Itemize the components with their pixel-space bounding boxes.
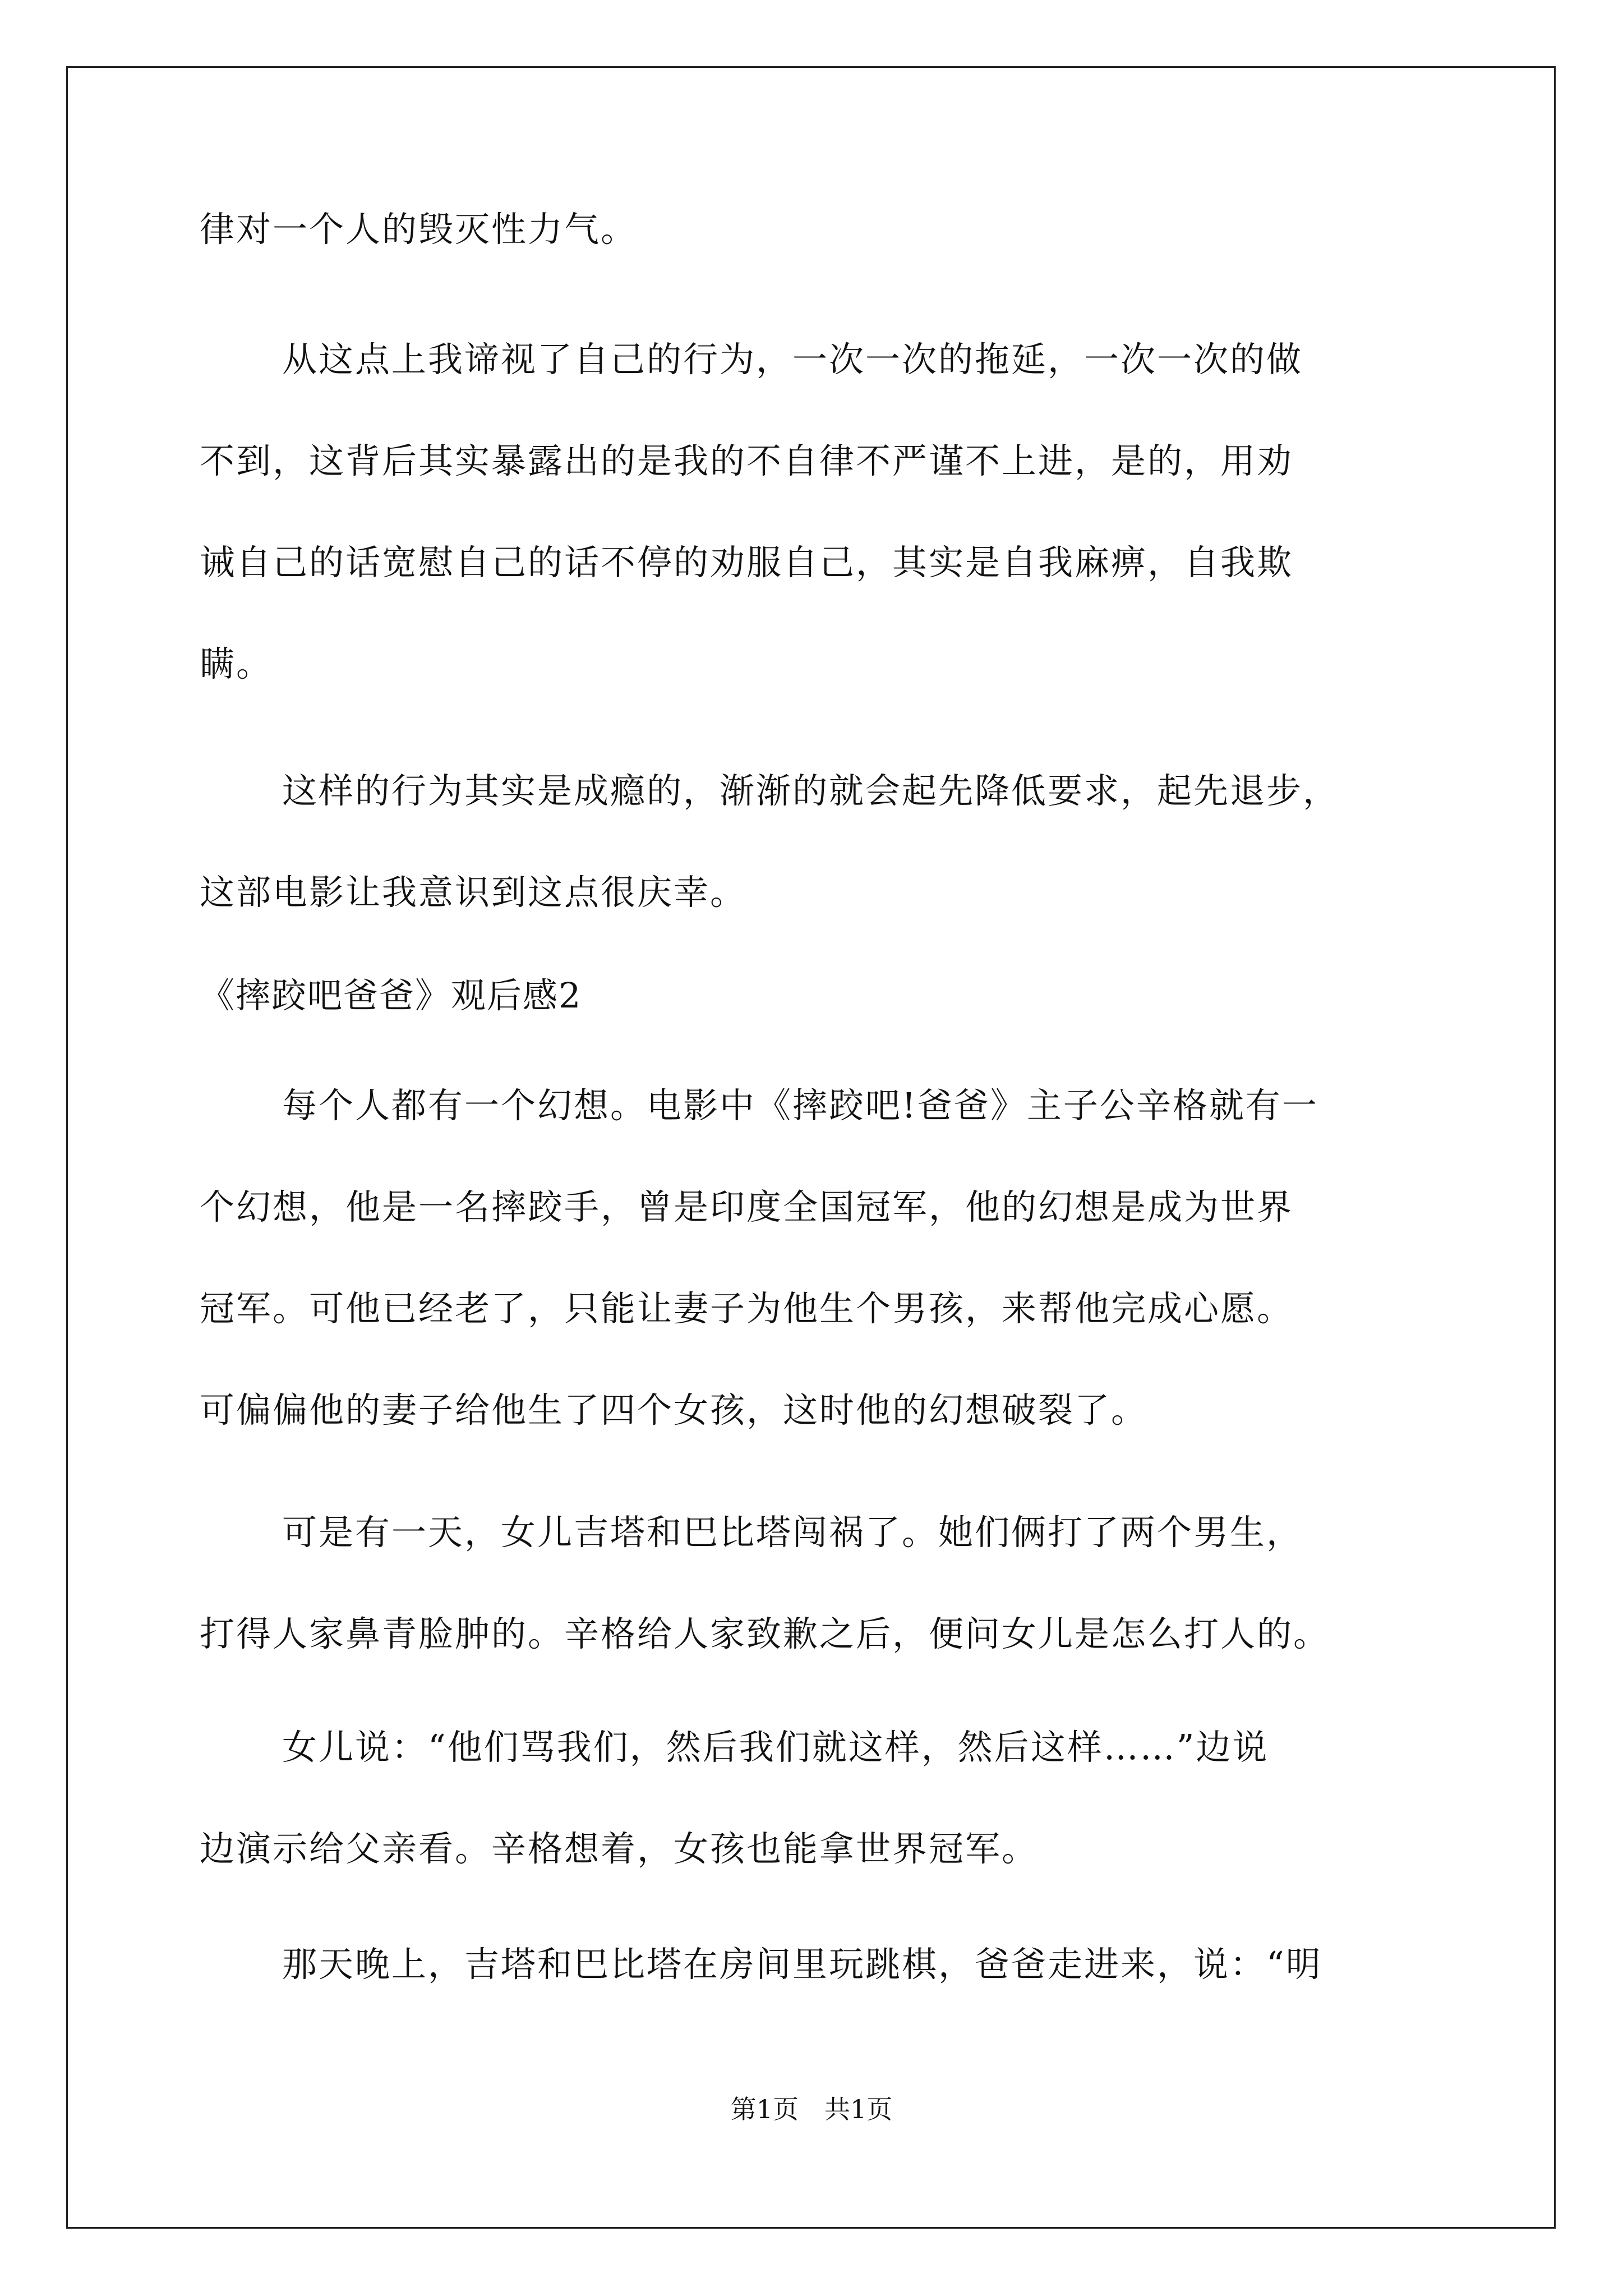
text-line: 瞒。 [200, 643, 273, 684]
text-line: 冠军。可他已经老了，只能让妻子为他生个男孩，来帮他完成心愿。 [200, 1288, 1294, 1329]
paragraph-first-line: 每个人都有一个幻想。电影中《摔跤吧!爸爸》主子公辛格就有一 [282, 1085, 1318, 1126]
text-line: 个幻想，他是一名摔跤手，曾是印度全国冠军，他的幻想是成为世界 [200, 1186, 1294, 1227]
page-border [66, 66, 1556, 2229]
paragraph-first-line: 那天晚上，吉塔和巴比塔在房间里玩跳棋，爸爸走进来，说：“明 [282, 1944, 1322, 1985]
text-line: 这部电影让我意识到这点很庆幸。 [200, 872, 747, 913]
page-footer: 第1页 共1页 [730, 2094, 893, 2124]
paragraph-first-line: 这样的行为其实是成瘾的，渐渐的就会起先降低要求，起先退步， [282, 770, 1340, 811]
text-line: 诫自己的话宽慰自己的话不停的劝服自己，其实是自我麻痹，自我欺 [200, 542, 1294, 583]
paragraph-first-line: 从这点上我谛视了自己的行为，一次一次的拖延，一次一次的做 [282, 339, 1303, 380]
text-line: 边演示给父亲看。辛格想着，女孩也能拿世界冠军。 [200, 1828, 1039, 1869]
section-heading: 《摔跤吧爸爸》观后感2 [200, 975, 582, 1016]
paragraph-first-line: 女儿说：“他们骂我们，然后我们就这样，然后这样……”边说 [282, 1727, 1269, 1768]
paragraph-first-line: 可是有一天，女儿吉塔和巴比塔闯祸了。她们俩打了两个男生， [282, 1512, 1303, 1553]
text-line: 打得人家鼻青脸肿的。辛格给人家致歉之后，便问女儿是怎么打人的。 [200, 1613, 1330, 1654]
text-line: 不到，这背后其实暴露出的是我的不自律不严谨不上进，是的，用劝 [200, 440, 1294, 481]
text-line: 可偏偏他的妻子给他生了四个女孩，这时他的幻想破裂了。 [200, 1389, 1148, 1430]
text-line-continuation: 律对一个人的毁灭性力气。 [200, 209, 638, 250]
